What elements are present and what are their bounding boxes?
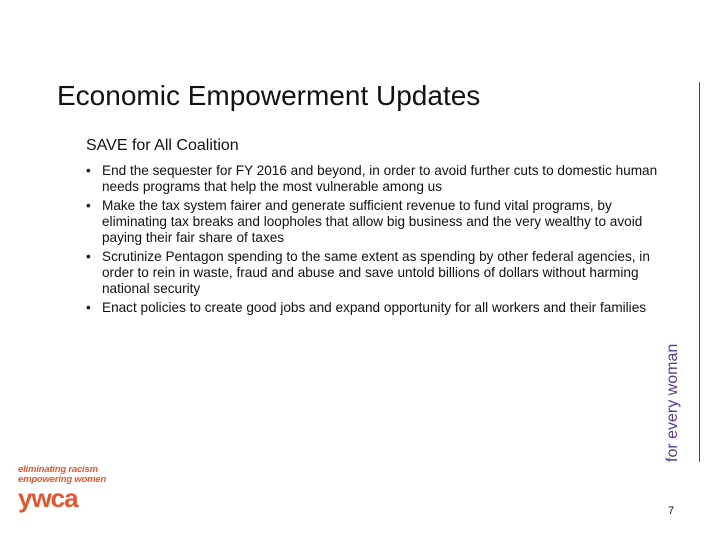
logo-wordmark: ywca	[18, 483, 78, 513]
bullet-list	[86, 163, 666, 319]
side-divider	[699, 82, 700, 462]
bullet-text: Scrutinize Pentagon spending to the same extent as spending by other federal agencies, in order to rein in waste, fraud and abuse and save untold billions of dollars without harming national security	[102, 248, 650, 296]
ywca-logo	[18, 464, 118, 513]
bullet-text: Enact policies to create good jobs and expand opportunity for all workers and their families	[102, 299, 647, 315]
bullet-item	[86, 249, 666, 296]
slide-title: Economic Empowerment Updates	[57, 80, 481, 111]
slide-subtitle: SAVE for All Coalition	[86, 137, 239, 154]
bullet-marker: •	[86, 248, 91, 264]
bullet-marker: •	[86, 163, 91, 178]
logo-tagline-2: empowering women	[18, 474, 107, 485]
bullet-marker: •	[86, 299, 91, 315]
bullet-item	[86, 198, 666, 245]
bullet-text: End the sequester for FY 2016 and beyond, in order to avoid further cuts to domestic human needs programs that help the most vulnerable among us	[102, 163, 658, 194]
bullet-item	[86, 163, 666, 195]
logo-tagline-1: eliminating racism	[18, 464, 98, 475]
side-tagline: for every woman	[664, 343, 681, 462]
bullet-marker: •	[86, 198, 91, 214]
bullet-text: Make the tax system fairer and generate sufficient revenue to fund vital programs, by eliminating tax breaks and loopholes that allow big business and the very wealthy to avoid paying their fair share of taxes	[102, 198, 643, 245]
bullet-item	[86, 300, 666, 316]
page-number: 7	[668, 505, 675, 517]
